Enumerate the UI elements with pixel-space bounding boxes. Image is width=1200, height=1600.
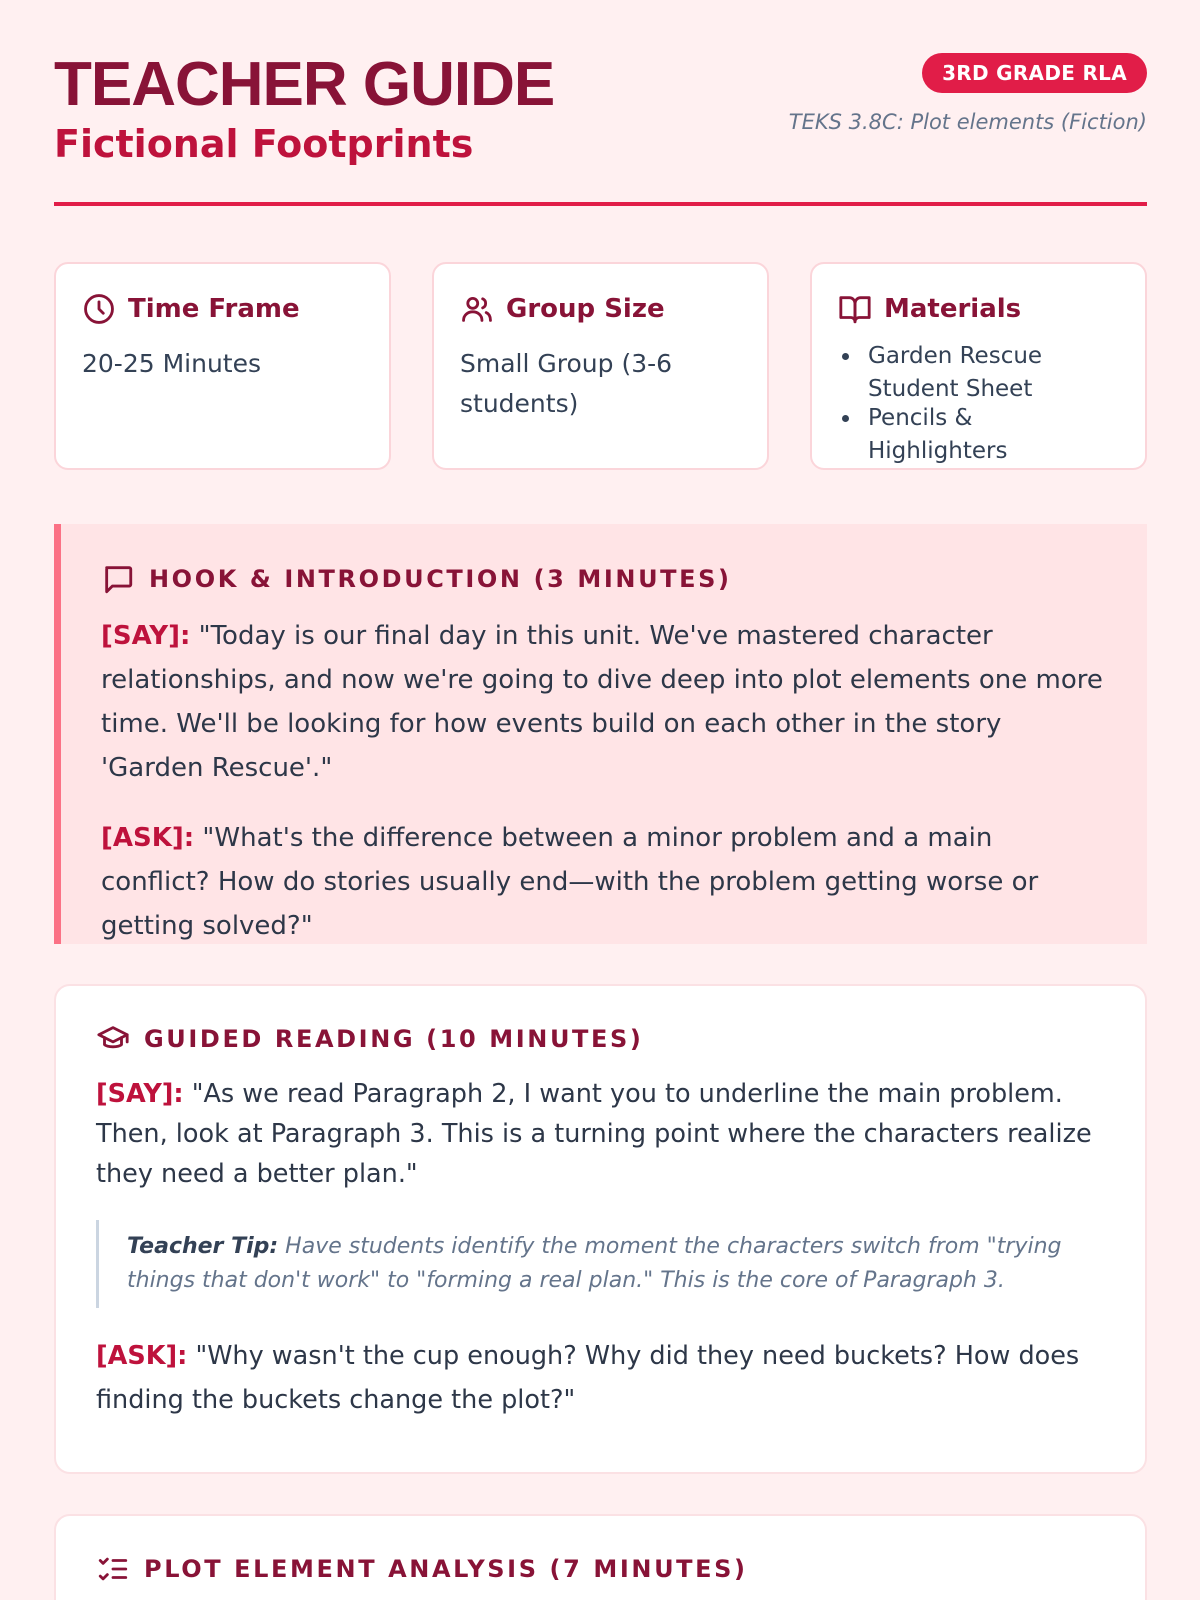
hook-ask-paragraph: [101, 816, 1109, 948]
hook-say-paragraph: [101, 614, 1109, 790]
users-icon: [460, 292, 494, 326]
materials-list: [838, 340, 1119, 468]
hook-title: HOOK & INTRODUCTION (3 MINUTES): [149, 565, 732, 593]
time-frame-title: Time Frame: [128, 294, 300, 324]
time-frame-value: 20-25 Minutes: [82, 349, 262, 378]
group-size-card: [432, 262, 769, 470]
tip-text: Have students identify the moment the characters switch from "trying things that don't work" to "forming a real plan." This is the core of Paragraph 3.: [127, 1234, 1062, 1293]
group-size-value: Small Group (3-6 students): [460, 349, 673, 418]
guided-reading-section: [54, 984, 1147, 1474]
standard-label: TEKS 3.8C: Plot elements (Fiction): [788, 110, 1147, 134]
plot-analysis-title: PLOT ELEMENT ANALYSIS (7 MINUTES): [144, 1555, 748, 1583]
say-text: "As we read Paragraph 2, I want you to underline the main problem. Then, look at Paragraph 3. This is a turning point where the characters realize they need a better plan.": [96, 1079, 1092, 1189]
lesson-subtitle: Fictional Footprints: [54, 122, 474, 166]
graduation-cap-icon: [96, 1022, 130, 1056]
list-item: Pencils & Highlighters: [838, 402, 1119, 468]
ask-label: [ASK]:: [101, 823, 195, 853]
group-size-title: Group Size: [506, 294, 665, 324]
materials-title: Materials: [884, 294, 1022, 324]
say-label: [SAY]:: [101, 621, 191, 651]
time-frame-card: [54, 262, 391, 470]
ask-text: "Why wasn't the cup enough? Why did they need buckets? How does finding the buckets change the plot?": [96, 1341, 1080, 1415]
guided-ask-paragraph: [96, 1334, 1105, 1422]
page-header: [54, 0, 1147, 206]
checklist-icon: [96, 1552, 130, 1586]
speech-bubble-icon: [101, 562, 135, 596]
hook-section: [54, 524, 1147, 944]
plot-analysis-section: [54, 1514, 1147, 1600]
guided-reading-title: GUIDED READING (10 MINUTES): [144, 1025, 644, 1053]
list-item: Garden Rescue Student Sheet: [838, 340, 1119, 406]
tip-label: Teacher Tip:: [127, 1234, 279, 1259]
teacher-guide-page: [54, 0, 1147, 1583]
materials-card: [810, 262, 1147, 470]
grade-badge: 3RD GRADE RLA: [922, 53, 1147, 93]
book-open-icon: [838, 292, 872, 326]
info-cards: [54, 262, 1147, 470]
say-text: "Today is our final day in this unit. We've mastered character relationships, and now we're going to dive deep into plot elements one more time. We'll be looking for how events build on each other in the story 'Garden Rescue'.": [101, 621, 1103, 783]
guided-say-paragraph: [96, 1074, 1105, 1194]
ask-label: [ASK]:: [96, 1341, 188, 1371]
clock-icon: [82, 292, 116, 326]
page-title: TEACHER GUIDE: [54, 50, 555, 119]
ask-text: "What's the difference between a minor problem and a main conflict? How do stories usually end—with the problem getting worse or getting solved?": [101, 823, 1039, 941]
teacher-tip: [96, 1220, 1105, 1308]
say-label: [SAY]:: [96, 1079, 184, 1109]
